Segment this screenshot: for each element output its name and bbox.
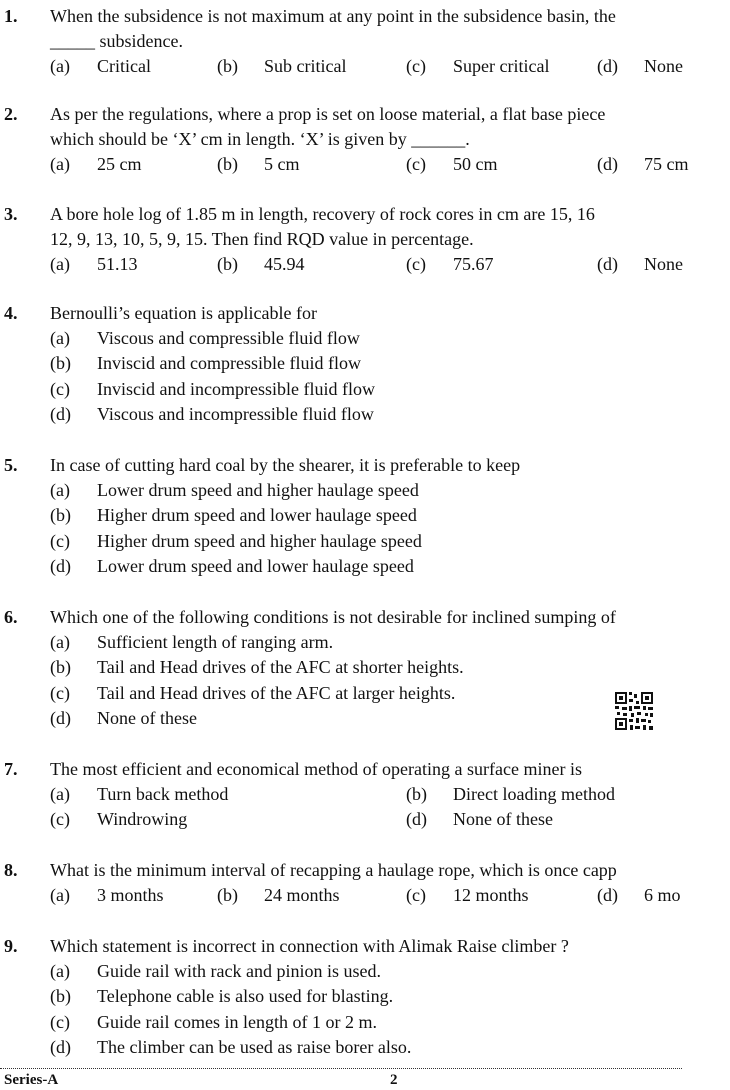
question-text [50,301,730,326]
option-c: (c) Super critical [406,56,550,76]
option-b: (b) 24 months [217,885,340,905]
option-a: (a) 51.13 [50,254,138,274]
question-number: 9. [4,936,18,956]
question-line: In case of cutting hard coal by the shearer, it is preferable to keep [50,455,521,475]
option-d: (d) None of these [50,707,197,728]
question-line: What is the minimum interval of recapping a haulage rope, which is once capp [50,860,617,880]
option-b: (b) 45.94 [217,254,305,274]
question-line: Which one of the following conditions is not desirable for inclined sumping of [50,607,616,627]
question-line: Bernoulli’s equation is applicable for [50,303,317,323]
option-b: (b) 5 cm [217,154,300,174]
question-line: _____ subsidence. [50,31,183,51]
option-a: (a) Turn back method [50,784,229,804]
question-text [50,102,730,152]
question-text [50,453,730,478]
question-number: 8. [4,860,18,880]
option-b: (b) Higher drum speed and lower haulage speed [50,505,417,526]
qr-code-icon [614,691,654,731]
option-c: (c) 50 cm [406,154,498,174]
option-c: (c) Guide rail comes in length of 1 or 2 m. [50,1011,377,1032]
question-number: 6. [4,607,18,627]
option-b: (b) Direct loading method [406,784,615,804]
option-d: (d) None [597,56,683,76]
option-list [50,478,422,579]
option-b: (b) Sub critical [217,56,347,76]
question-number: 4. [4,303,18,323]
question-line: The most efficient and economical method of operating a surface miner is [50,759,582,779]
question-number: 7. [4,759,18,779]
question-text [50,605,730,630]
question-line: 12, 9, 13, 10, 5, 9, 15. Then find RQD value in percentage. [50,229,474,249]
option-a: (a) 25 cm [50,154,142,174]
question-text [50,934,730,959]
option-a: (a) 3 months [50,885,164,905]
option-d: (d) The climber can be used as raise borer also. [50,1036,412,1057]
option-b: (b) Tail and Head drives of the AFC at shorter heights. [50,657,464,678]
option-d: (d) 6 mo [597,885,681,905]
option-d: (d) None of these [406,809,553,829]
option-list [50,326,375,427]
question-text [50,4,730,54]
option-d: (d) Lower drum speed and lower haulage speed [50,555,414,576]
series-label: Series-A [4,1072,59,1088]
option-a: (a) Viscous and compressible fluid flow [50,328,360,348]
footer-divider [0,1068,682,1069]
question-line: Which statement is incorrect in connection with Alimak Raise climber ? [50,936,569,956]
question-number: 3. [4,204,18,224]
option-a: (a) Lower drum speed and higher haulage speed [50,480,419,500]
option-list [50,630,464,731]
question-line: As per the regulations, where a prop is set on loose material, a flat base piece [50,104,606,124]
option-a: (a) Sufficient length of ranging arm. [50,632,334,652]
option-c: (c) Windrowing [50,809,188,829]
option-b: (b) Telephone cable is also used for blasting. [50,986,394,1007]
question-number: 2. [4,104,18,124]
option-b: (b) Inviscid and compressible fluid flow [50,353,361,374]
question-line: A bore hole log of 1.85 m in length, recovery of rock cores in cm are 15, 16 [50,204,595,224]
option-c: (c) Tail and Head drives of the AFC at larger heights. [50,682,456,703]
question-text [50,757,730,782]
option-c: (c) Inviscid and incompressible fluid flow [50,378,375,399]
page-number: 2 [390,1072,398,1088]
option-list [50,959,411,1060]
option-a: (a) Guide rail with rack and pinion is used. [50,961,381,981]
option-d: (d) 75 cm [597,154,689,174]
option-d: (d) Viscous and incompressible fluid flow [50,403,374,424]
option-c: (c) Higher drum speed and higher haulage speed [50,530,422,551]
question-number: 5. [4,455,18,475]
question-text [50,202,730,252]
option-a: (a) Critical [50,56,151,76]
option-c: (c) 75.67 [406,254,494,274]
question-text [50,858,730,883]
option-d: (d) None [597,254,683,274]
option-c: (c) 12 months [406,885,529,905]
question-number: 1. [4,6,18,26]
question-line: When the subsidence is not maximum at any point in the subsidence basin, the [50,6,616,26]
question-line: which should be ‘X’ cm in length. ‘X’ is given by ______. [50,129,470,149]
